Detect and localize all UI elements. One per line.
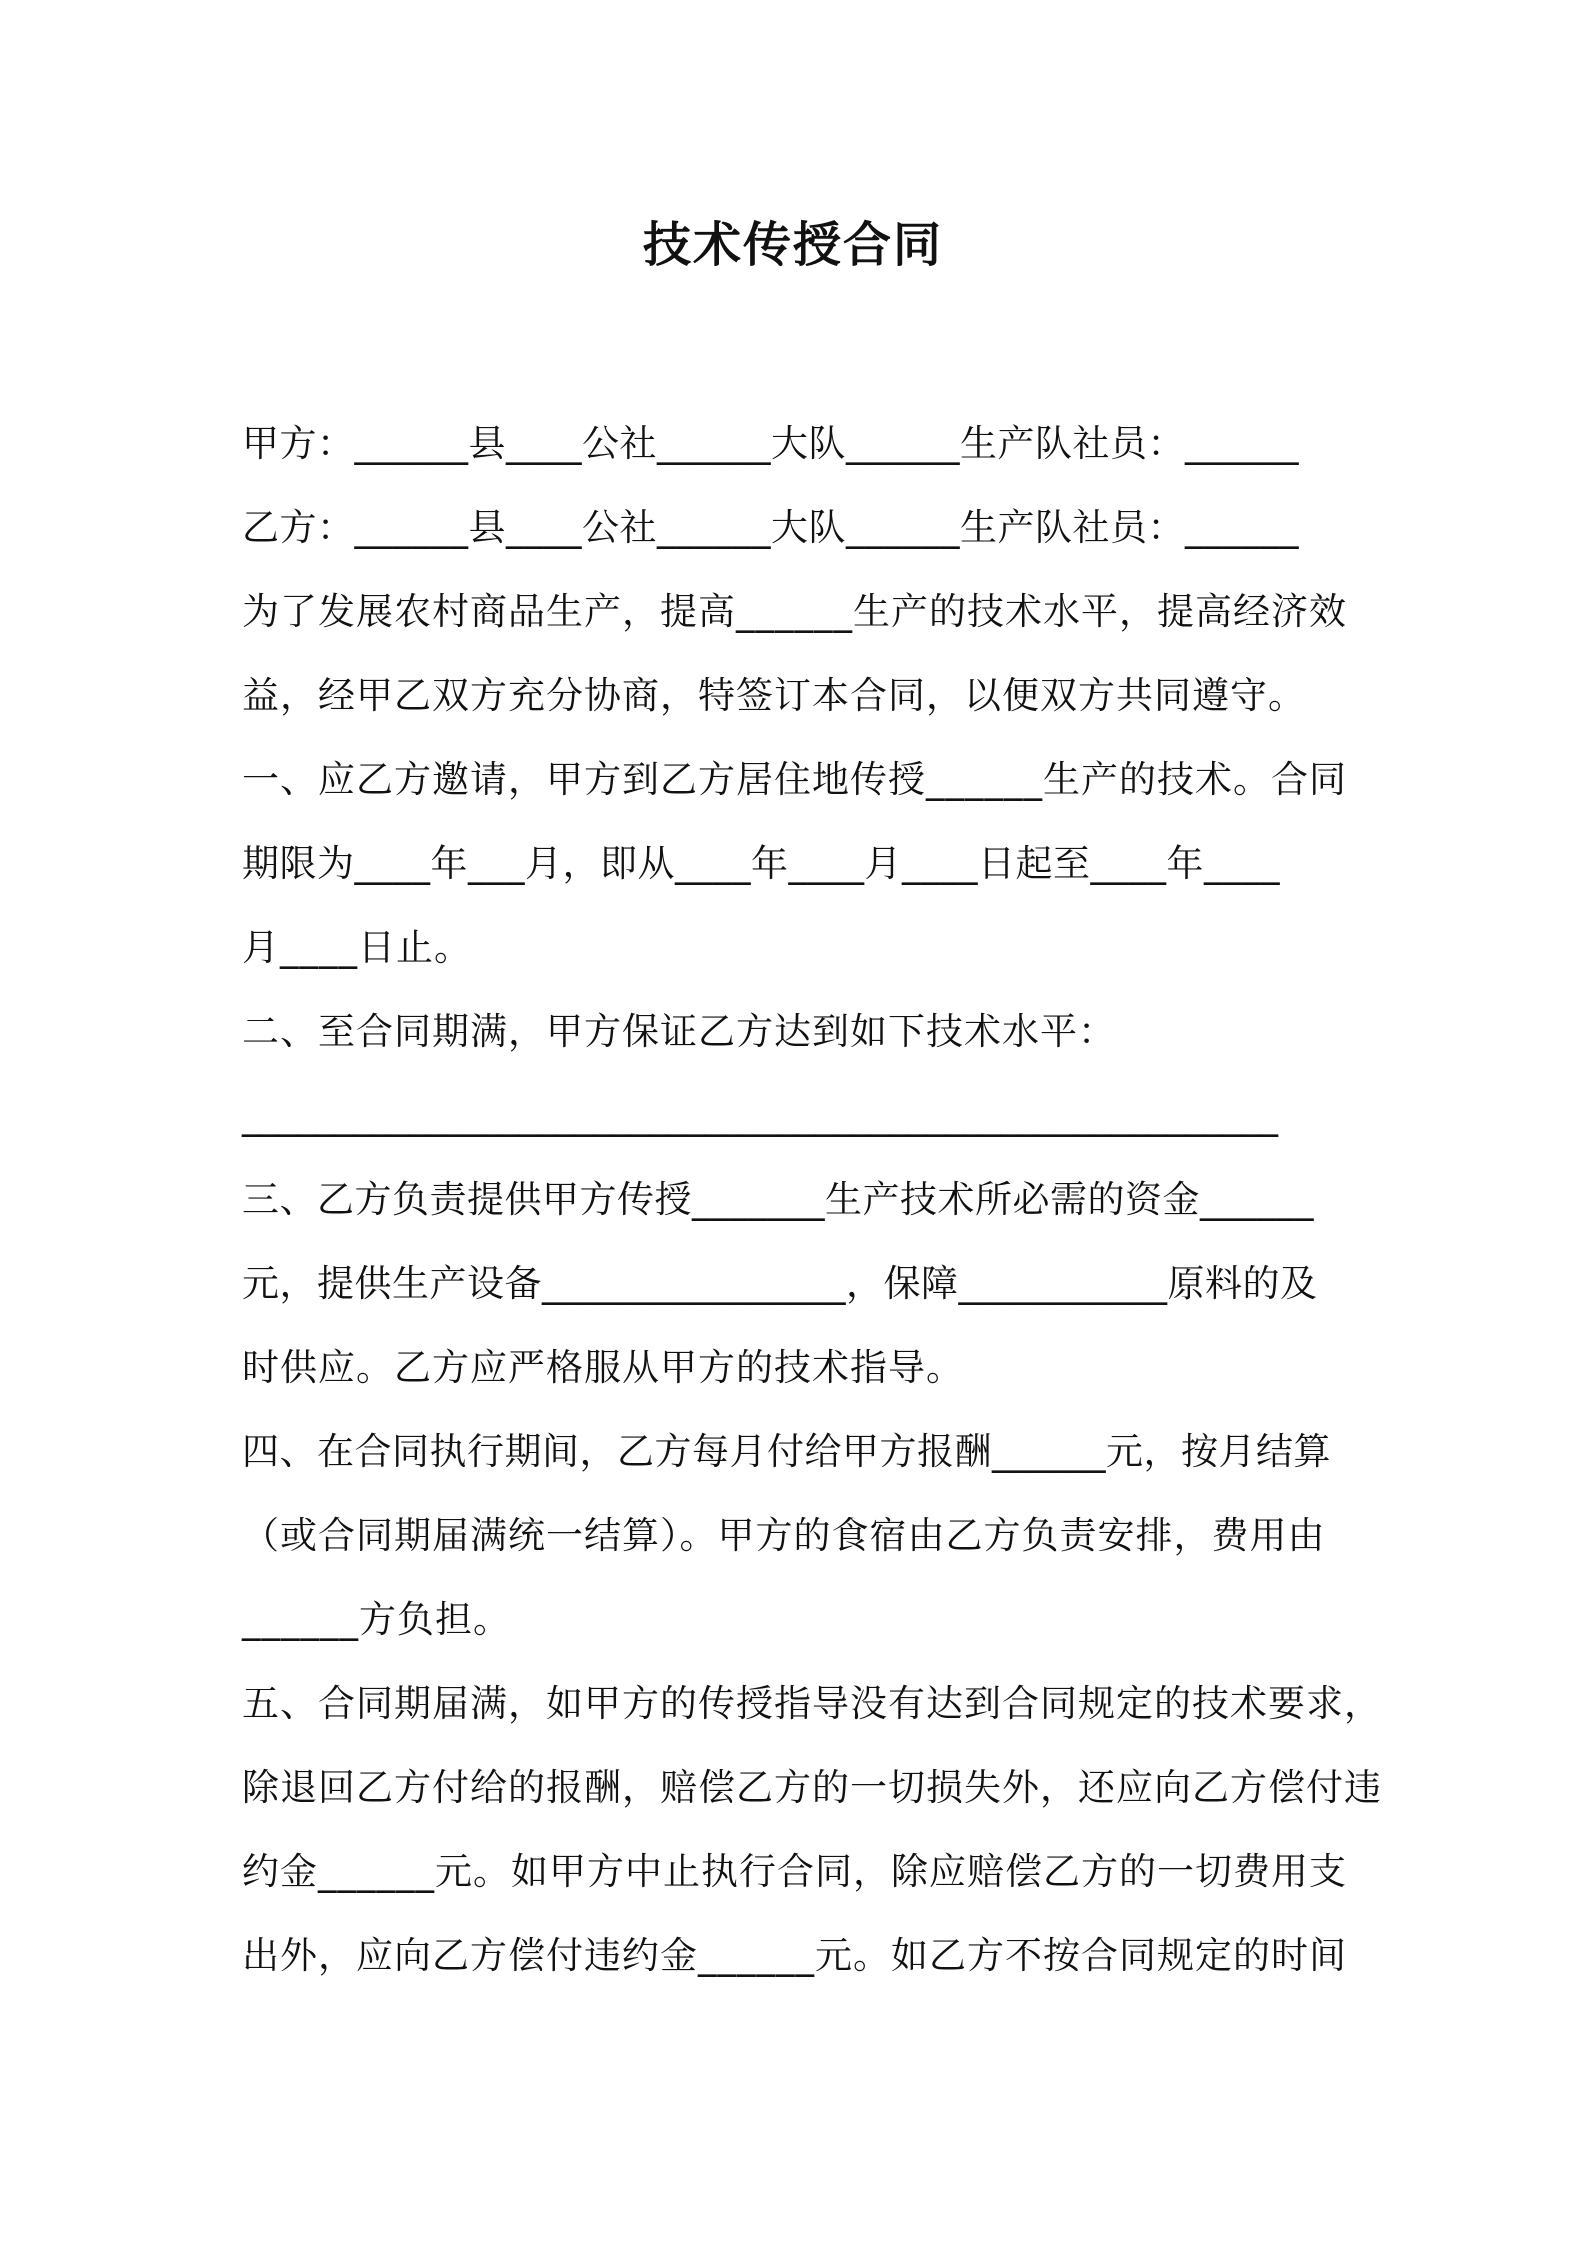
preamble-line-2: 益，经甲乙双方充分协商，特签订本合同，以便双方共同遵守。 (242, 674, 1306, 717)
party-b-line: 乙方：______县____公社______大队______生产队社员：______ (242, 506, 1299, 549)
clause-1-line-3: 月____日止。 (242, 926, 472, 969)
clause-1-line-1: 一、应乙方邀请，甲方到乙方居住地传授______生产的技术。合同 (242, 758, 1347, 801)
document-title: 技术传授合同 (642, 217, 943, 273)
clause-1-line-2: 期限为____年___月，即从____年____月____日起至____年____ (242, 842, 1280, 885)
clause-3-line-1: 三、乙方负责提供甲方传授_______生产技术所必需的资金______ (242, 1178, 1314, 1221)
clause-2-line-1: 二、至合同期满，甲方保证乙方达到如下技术水平： (242, 1010, 1116, 1053)
preamble-line-1: 为了发展农村商品生产，提高______生产的技术水平，提高经济效 (242, 590, 1347, 633)
document-body (242, 402, 1382, 1998)
clause-5-line-4: 出外，应向乙方偿付违约金______元。如乙方不按合同规定的时间 (242, 1934, 1347, 1977)
clause-4-line-1: 四、在合同执行期间，乙方每月付给甲方报酬______元，按月结算 (242, 1430, 1331, 1473)
clause-5-line-1: 五、合同期届满，如甲方的传授指导没有达到合同规定的技术要求， (242, 1682, 1382, 1725)
party-a-line: 甲方：______县____公社______大队______生产队社员：______ (242, 422, 1299, 465)
clause-4-line-3: ______方负担。 (242, 1598, 511, 1641)
clause-2-blank-line: ________________________________________________________ (242, 1094, 1278, 1137)
clause-4-line-2: （或合同期届满统一结算）。甲方的食宿由乙方负责安排，费用由 (242, 1514, 1326, 1557)
clause-5-line-2: 除退回乙方付给的报酬，赔偿乙方的一切损失外，还应向乙方偿付违 (242, 1766, 1382, 1809)
clause-3-line-3: 时供应。乙方应严格服从甲方的技术指导。 (242, 1346, 964, 1389)
clause-3-line-2: 元，提供生产设备________________，保障___________原料的及 (242, 1262, 1318, 1305)
clause-5-line-3: 约金______元。如甲方中止执行合同，除应赔偿乙方的一切费用支 (242, 1850, 1347, 1893)
